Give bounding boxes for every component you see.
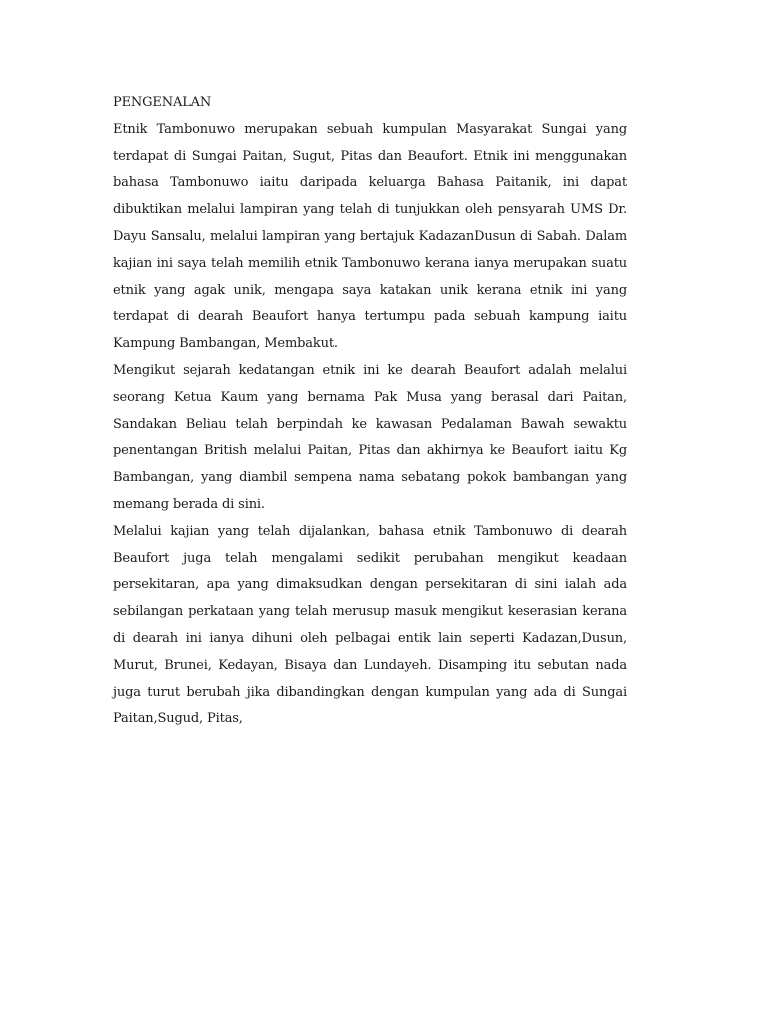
- document-body: [113, 90, 627, 733]
- paragraph-introduction: Etnik Tambonuwo merupakan sebuah kumpulan Masyarakat Sungai yang terdapat di Sungai Paitan, Sugut, Pitas dan Beaufort. Etnik ini menggunakan bahasa Tambonuwo iaitu daripada keluarga Bahasa Paitanik, ini dapat dibuktikan melalui lampiran yang telah di tunjukkan oleh pensyarah UMS Dr. Dayu Sansalu, melalui lampiran yang bertajuk KadazanDusun di Sabah. Dalam kajian ini saya telah memilih etnik Tambonuwo kerana ianya merupakan suatu etnik yang agak unik, mengapa saya katakan unik kerana etnik ini yang terdapat di dearah Beaufort hanya tertumpu pada sebuah kampung iaitu Kampung Bambangan, Membakut.: [113, 121, 627, 352]
- section-heading: PENGENALAN: [113, 95, 212, 110]
- paragraph-history: Mengikut sejarah kedatangan etnik ini ke dearah Beaufort adalah melalui seorang Ketua Kaum yang bernama Pak Musa yang berasal dari Paitan, Sandakan Beliau telah berpindah ke kawasan Pedalaman Bawah sewaktu penentangan British melalui Paitan, Pitas dan akhirnya ke Beaufort iaitu Kg Bambangan, yang diambil sempena nama sebatang pokok bambangan yang memang berada di sini.: [113, 362, 627, 512]
- paragraph-language-change: Melalui kajian yang telah dijalankan, bahasa etnik Tambonuwo di dearah Beaufort juga telah mengalami sedikit perubahan mengikut keadaan persekitaran, apa yang dimaksudkan dengan persekitaran di sini ialah ada sebilangan perkataan yang telah merusup masuk mengikut keserasian kerana di dearah ini ianya dihuni oleh pelbagai entik lain seperti Kadazan,Dusun, Murut, Brunei, Kedayan, Bisaya dan Lundayeh. Disamping itu sebutan nada juga turut berubah jika dibandingkan dengan kumpulan yang ada di Sungai Paitan,Sugud, Pitas,: [113, 523, 627, 727]
